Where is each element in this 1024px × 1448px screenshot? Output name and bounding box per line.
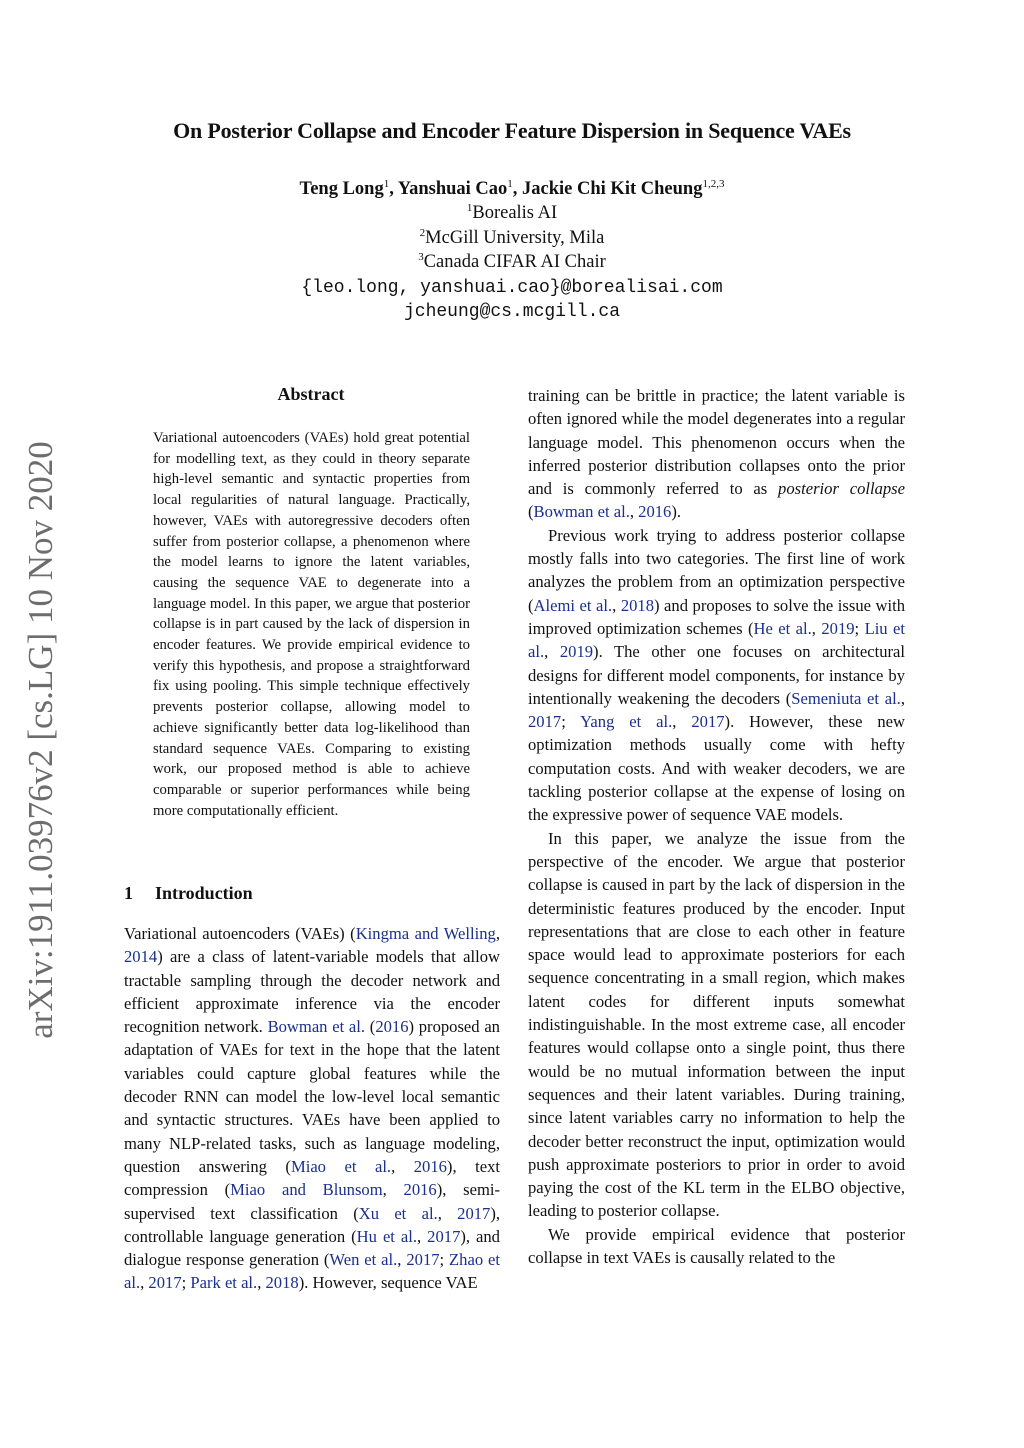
citation-link[interactable]: He et al. xyxy=(753,618,812,638)
citation-link[interactable]: Wen et al. xyxy=(329,1250,398,1270)
author-affiliation-mark: 1,2,3 xyxy=(702,178,725,190)
citation-link[interactable]: Alemi et al. xyxy=(533,595,613,615)
author-name: Yanshuai Cao xyxy=(397,179,508,199)
section-title: Introduction xyxy=(155,883,253,903)
author-affiliation-mark: 1 xyxy=(507,178,513,190)
arxiv-stamp: arXiv:1911.03976v2 [cs.LG] 10 Nov 2020 xyxy=(21,441,60,1039)
citation-link[interactable]: 2019 xyxy=(559,642,594,662)
citation-link[interactable]: 2017 xyxy=(427,1226,461,1246)
body-paragraph: training can be brittle in practice; the latent variable is often ignored while the model degenerates into a regular language model. This phenomenon occurs when the inferred posterior distribution collapses onto the prior and is commonly referred to as posterior collapse (Bowman et al., 2016). xyxy=(528,386,905,522)
citation-link[interactable]: 2016 xyxy=(375,1017,409,1037)
affiliation-name: Canada CIFAR AI Chair xyxy=(423,252,606,272)
section-number: 1 xyxy=(124,883,133,903)
abstract-text: Variational autoencoders (VAEs) hold great potential for modelling text, as they could in theory separate high-level semantic and syntactic properties from local regularities of natural language. Practically, however, VAEs with autoregressive decoders often suffer from posterior collapse, a phenomenon where the model learns to ignore the latent variables, causing the sequence VAE to degenerate into a language model. In this paper, we argue that posterior collapse is in part caused by the lack of dispersion in encoder features. We provide empirical evidence to verify this hypothesis, and propose a straightforward fix using pooling. This simple technique effectively prevents posterior collapse, allowing model to achieve significantly better data log-likelihood than standard sequence VAEs. Comparing to existing work, our proposed method is able to achieve comparable or superior performances while being more computationally efficient. xyxy=(153,430,470,819)
citation-link[interactable]: Zhao et al. xyxy=(124,1250,500,1293)
author-name: Teng Long xyxy=(299,179,384,199)
affiliation-number: 3 xyxy=(418,251,424,263)
citation-link[interactable]: Park et al. xyxy=(190,1273,258,1293)
right-column-body xyxy=(528,384,905,1269)
citation-link[interactable]: Yang et al. xyxy=(580,712,673,732)
abstract-heading: Abstract xyxy=(277,384,345,404)
citation-link[interactable]: Hu et al. xyxy=(356,1226,418,1246)
citation-link[interactable]: Xu et al. xyxy=(358,1203,438,1223)
citation-link[interactable]: Miao et al. xyxy=(290,1156,392,1176)
citation-link[interactable]: Kingma and Welling xyxy=(355,924,496,943)
author-affiliation-mark: 1 xyxy=(383,178,390,190)
affiliation-name: Borealis AI xyxy=(472,203,558,223)
citation-link[interactable]: 2017 xyxy=(528,712,562,732)
intro-paragraph: Variational autoencoders (VAEs) (Kingma and Welling, 2014) are a class of latent-variable models that allow tractable sampling through the decoder network and efficient approximate inference via the encoder recognition network. Bowman et al. (2016) proposed an adaptation of VAEs for text in the hope that the latent variables could capture global features while the decoder RNN can model the low-level local semantic and syntactic structures. VAEs have been applied to many NLP-related tasks, such as language modeling, question answering (Miao et al., 2016), text compression (Miao and Blunsom, 2016), semi-supervised text classification (Xu et al., 2017), controllable language generation (Hu et al., 2017), and dialogue response generation (Wen et al., 2017; Zhao et al., 2017; Park et al., 2018). However, sequence VAE xyxy=(124,924,501,1293)
affiliation xyxy=(0,228,1024,249)
emphasis-term: posterior collapse xyxy=(778,479,905,499)
affiliation xyxy=(0,203,1024,224)
affiliation-number: 1 xyxy=(466,202,473,214)
citation-link[interactable]: 2017 xyxy=(457,1203,491,1223)
citation-link[interactable]: 2016 xyxy=(413,1156,447,1176)
citation-link[interactable]: 2016 xyxy=(403,1180,437,1200)
citation-link[interactable]: Semeniuta et al. xyxy=(791,688,901,708)
email-line: jcheung@cs.mcgill.ca xyxy=(403,302,621,322)
citation-link[interactable]: Miao and Blunsom xyxy=(230,1180,383,1200)
citation-link[interactable]: Liu et al. xyxy=(528,618,905,662)
citation-link[interactable]: 2018 xyxy=(620,595,655,615)
body-paragraph: We provide empirical evidence that posterior collapse in text VAEs is causally related to the xyxy=(528,1224,905,1267)
left-column-body xyxy=(124,922,500,1295)
citation-link[interactable]: 2018 xyxy=(265,1273,299,1293)
citation-link[interactable]: 2017 xyxy=(148,1273,182,1293)
citation-link[interactable]: 2014 xyxy=(124,947,158,967)
author-line: Teng Long$^1$, Yanshuai Cao$^1$, Jackie Chi Kit Cheung$^{1,2,3}$ xyxy=(299,178,725,199)
citation-link[interactable]: 2016 xyxy=(638,502,672,522)
section-heading xyxy=(124,883,253,904)
citation-link[interactable]: 2017 xyxy=(691,712,725,732)
citation-link[interactable]: Bowman et al. xyxy=(533,502,630,522)
paper-title: On Posterior Collapse and Encoder Feature Dispersion in Sequence VAEs xyxy=(173,118,851,143)
affiliation-name: McGill University, Mila xyxy=(425,228,605,248)
citation-link[interactable]: Bowman et al. xyxy=(267,1017,366,1037)
body-paragraph: In this paper, we analyze the issue from the perspective of the encoder. We argue that posterior collapse is caused in part by the lack of dispersion in the deterministic features produced by the encoder. Input representations that are close to each other in feature space would lead to approximate posteriors for each sequence concentrating in a small region, which makes latent codes for different inputs somewhat indistinguishable. In the most extreme case, all encoder features would collapse onto a single point, thus there would be no mutual information between the input sequences and their latent variables. During training, since latent variables carry no information to help the decoder better reconstruct the input, optimization would push approximate posteriors to prior in order to avoid paying the cost of the KL term in the ELBO objective, leading to posterior collapse. xyxy=(528,828,905,1221)
email-line: {leo.long, yanshuai.cao}@borealisai.com xyxy=(301,278,723,298)
affiliation-number: 2 xyxy=(419,227,426,239)
citation-link[interactable]: 2017 xyxy=(406,1250,440,1270)
body-paragraph: Previous work trying to address posterior collapse mostly falls into two categories. The first line of work analyzes the problem from an optimization perspective (Alemi et al., 2018) and proposes to solve the issue with improved optimization schemes (He et al., 2019; Liu et al., 2019). The other one focuses on architectural designs for different model components, for instance by intentionally weakening the decoders (Semeniuta et al., 2017; Yang et al., 2017). However, these new optimization methods usually come with hefty computation costs. And with weaker decoders, we are tackling posterior collapse at the expense of losing on the expressive power of sequence VAE models. xyxy=(528,525,906,825)
affiliation xyxy=(0,252,1024,273)
author-name: Jackie Chi Kit Cheung xyxy=(522,179,703,199)
citation-link[interactable]: 2019 xyxy=(821,618,855,638)
